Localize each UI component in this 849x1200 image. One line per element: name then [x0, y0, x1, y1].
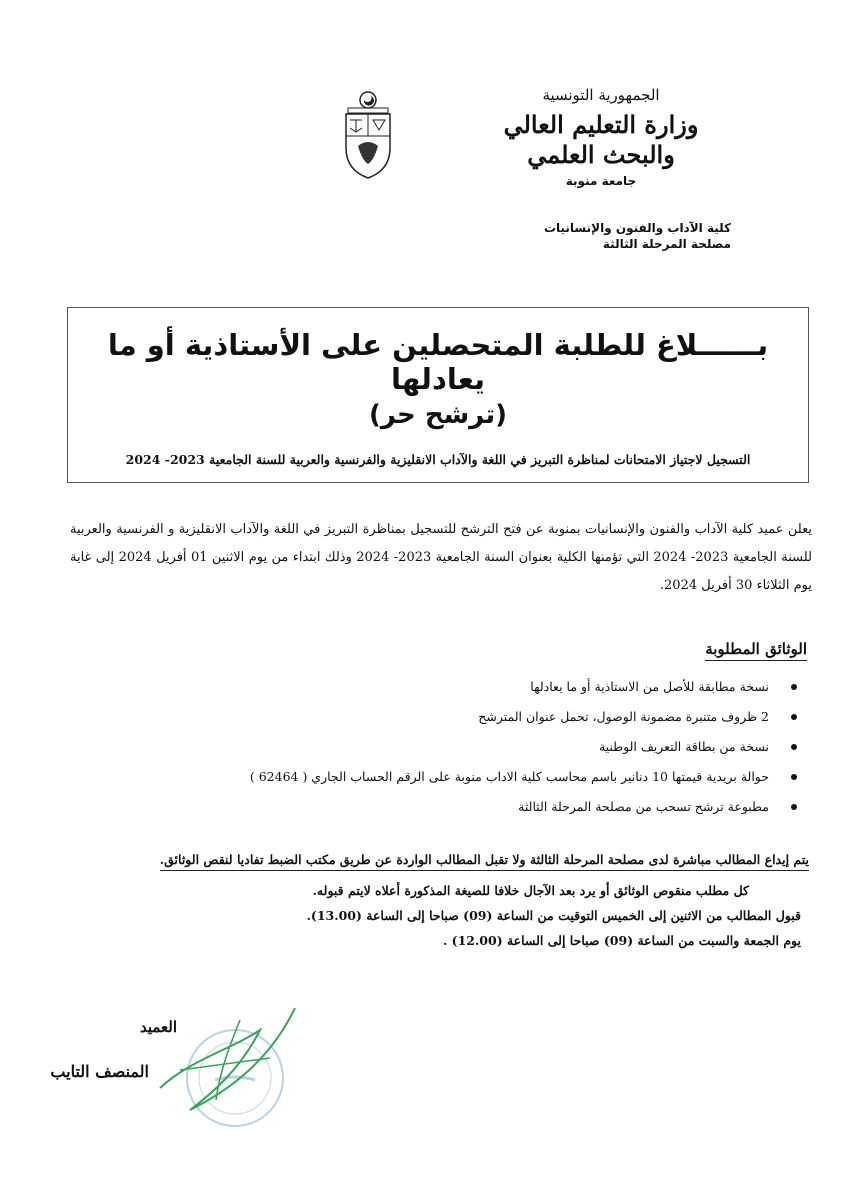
faculty-block — [544, 220, 731, 252]
announcement-subtitle: (ترشح حر) — [369, 400, 507, 430]
signatory-title: العميد — [139, 1018, 177, 1036]
announcement-paragraph: يعلن عميد كلية الآداب والفنون والإنسانيات بمنوبة عن فتح الترشح للتسجيل بمناظرة التبريز في اللغة والآداب الانقليزية و الفرنسية والعربية للسنة الجامعية 2023- 2024 التي تؤمنها الكلية بعنوان السنة الجامعية 2023- 2024 وذلك ابتداء من يوم الاثنين 01 أفريل 2024 إلى غاية يوم الثلاثاء 30 أفريل 2024. — [70, 522, 812, 593]
note-hours-weekdays: قبول المطالب من الاثنين إلى الخميس التوقيت من الساعة (09) صباحا إلى الساعة (13.00). — [306, 908, 801, 923]
note-hours-weekend: يوم الجمعة والسبت من الساعة (09) صباحا إلى الساعة (12.00) . — [442, 933, 801, 948]
coat-of-arms-icon — [340, 90, 396, 180]
faculty-name: كلية الآداب والفنون والإنسانيات — [543, 221, 731, 235]
list-item: حوالة بريدية قيمتها 10 دنانير باسم محاسب كلية الاداب منوبة على الرقم الحساب الجاري ( 62464 ) — [97, 762, 797, 792]
ministry-name-line1: وزارة التعليم العالي — [503, 110, 699, 139]
ministry-name-line2: والبحث العلمي — [527, 140, 675, 169]
list-item: 2 ظروف متنبرة مضمونة الوصول، تحمل عنوان المترشح — [97, 702, 797, 732]
note-submission: يتم إيداع المطالب مباشرة لدى مصلحة المرحلة الثالثة ولا تقبل المطالب الواردة عن طريق مكتب الضبط تفاديا لنقص الوثائق. — [160, 852, 809, 871]
documents-list — [97, 672, 797, 822]
notes-block — [89, 852, 809, 948]
announcement-title-box — [67, 307, 809, 483]
signatory-name: المنصف التايب — [50, 1062, 149, 1081]
list-item: نسخة من بطاقة التعريف الوطنية — [97, 732, 797, 762]
documents-heading: الوثائق المطلوبة — [705, 640, 807, 661]
republic-name: الجمهورية التونسية — [542, 86, 660, 104]
announcement-title: بــــــلاغ للطلبة المتحصلين على الأستاذية أو ما يعادلها — [107, 328, 769, 396]
announcement-description: التسجيل لاجتياز الامتحانات لمناظرة التبريز في اللغة والآداب الانقليزية والفرنسية والعربية للسنة الجامعية 2023- 2024 — [125, 452, 751, 467]
letterhead — [471, 86, 731, 188]
department-name: مصلحة المرحلة الثالثة — [602, 237, 731, 251]
university-name: جامعة منوبة — [565, 174, 637, 188]
note-incomplete: كل مطلب منقوص الوثائق أو يرد بعد الآجال خلافا للصيغة المذكورة أعلاه لايتم قبوله. — [312, 883, 749, 898]
list-item: مطبوعة ترشح تسحب من مصلحة المرحلة الثالثة — [97, 792, 797, 822]
list-item: نسخة مطابقة للأصل من الاستاذية أو ما يعادلها — [97, 672, 797, 702]
